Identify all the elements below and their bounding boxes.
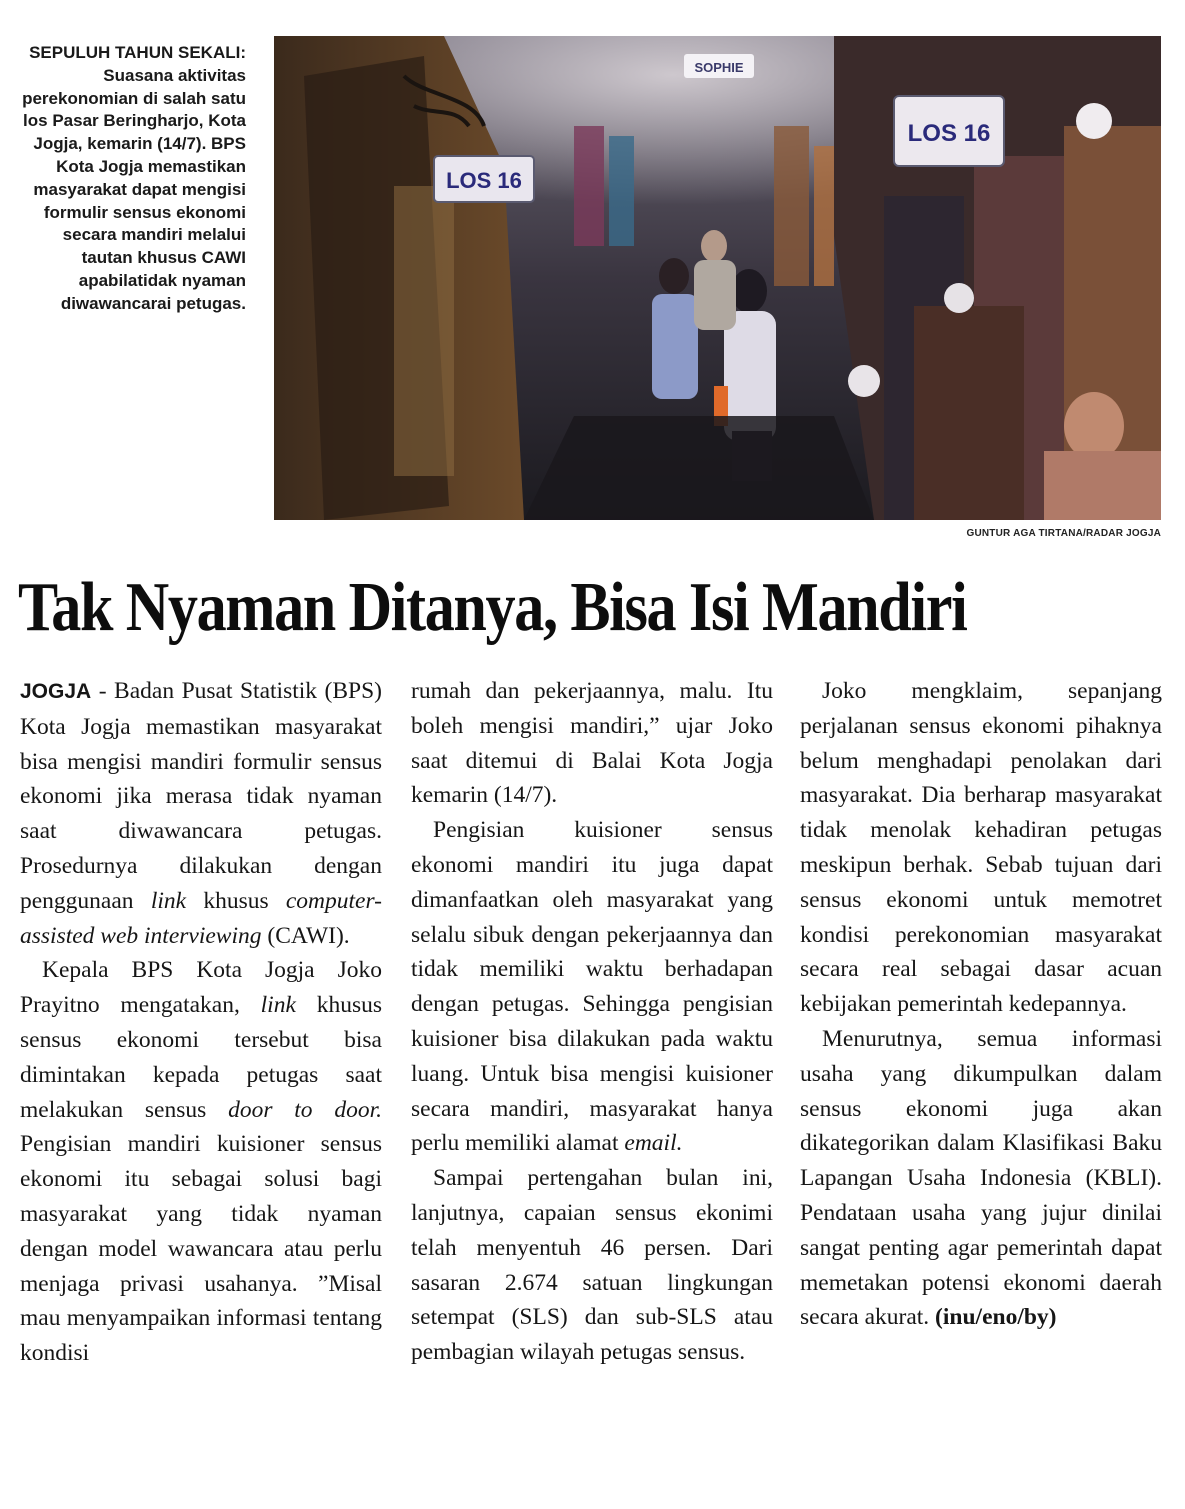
article-column-3 xyxy=(800,674,1162,1335)
paragraph-2 xyxy=(20,953,382,1371)
caption-text: Suasana aktivitas perekonomian di salah satu los Pasar Beringharjo, Kota Jogja, kemarin (14/7). BPS Kota Jogja memastikan masyarakat dapat mengisi formulir sensus ekonomi secara mandiri melalui tautan khusus CAWI apabilatidak nyaman diwawancarai petugas. xyxy=(22,65,246,313)
sign-los16-left: LOS 16 xyxy=(446,168,522,193)
p1-text-b: khusus xyxy=(186,887,286,914)
p1-cawi: computer-assisted web interviewing xyxy=(20,887,382,949)
photo-caption xyxy=(14,42,246,316)
p2-text-a: Kepala BPS Kota Jogja Joko Prayitno mengatakan, xyxy=(20,957,382,1019)
p6-text: Menurutnya, semua informasi usaha yang dikumpulkan dalam sensus ekonomi juga akan dikategorikan dalam Klasifikasi Baku Lapangan Usaha Indonesia (KBLI). Pendataan usaha yang jujur dinilai sangat penting agar pemerintah dapat memetakan potensi ekonomi daerah secara akurat. xyxy=(800,1025,1162,1331)
paragraph-5: Joko mengklaim, sepanjang perjalanan sensus ekonomi pihaknya belum menghadapi penolakan dari masyarakat. Dia berharap masyarakat tidak menolak kehadiran petugas meskipun berhak. Sebab tujuan dari sensus ekonomi untuk memotret kondisi perekonomian masyarakat secara real sebagai dasar acuan kebijakan pemerintah kedepannya. xyxy=(800,678,1162,1018)
p2-link: link xyxy=(260,992,296,1019)
market-photo xyxy=(274,36,1161,520)
p1-text-a: - Badan Pusat Statistik (BPS) Kota Jogja memastikan masyarakat bisa mengisi mandiri formulir sensus ekonomi jika merasa tidak nyaman saat diwawancara petugas. Prosedurnya dilakukan dengan penggunaan xyxy=(20,678,382,914)
p1-text-c: (CAWI). xyxy=(261,922,350,949)
headline: Tak Nyaman Ditanya, Bisa Isi Mandiri xyxy=(18,569,967,646)
paragraph-4: Sampai pertengahan bulan ini, lanjutnya, capaian sensus ekonimi telah menyentuh 46 persen. Dari sasaran 2.674 satuan lingkungan setempat (SLS) dan sub-SLS atau pembagian wilayah petugas sensus. xyxy=(411,1165,773,1366)
p3-text: Pengisian kuisioner sensus ekonomi mandiri itu juga dapat dimanfaatkan oleh masyarakat yang selalu sibuk dengan pekerjaannya dan tidak memiliki waktu berhadapan dengan petugas. Sehingga pengisian kuisioner bisa dilakukan pada waktu luang. Untuk bisa mengisi kuisioner secara mandiri, masyarakat hanya perlu memiliki alamat xyxy=(411,817,773,1157)
paragraph-3 xyxy=(411,813,773,1161)
article-column-1 xyxy=(20,674,382,1371)
dateline: JOGJA xyxy=(20,680,92,703)
p3-email: email. xyxy=(624,1130,683,1157)
caption-kicker: SEPULUH TAHUN SEKALI: xyxy=(29,43,246,62)
paragraph-6 xyxy=(800,1022,1162,1335)
p1-link: link xyxy=(150,887,187,914)
photo-credit: GUNTUR AGA TIRTANA/RADAR JOGJA xyxy=(966,528,1161,539)
article-column-2 xyxy=(411,674,773,1370)
author-signature: (inu/eno/by) xyxy=(935,1304,1057,1331)
p2-door: door to door. xyxy=(228,1096,382,1123)
paragraph-2-continued: rumah dan pekerjaannya, malu. Itu boleh mengisi mandiri,” ujar Joko saat ditemui di Balai Kota Jogja kemarin (14/7). xyxy=(411,678,773,809)
sign-sophie: SOPHIE xyxy=(694,60,744,75)
p2-text-c: Pengisian mandiri kuisioner sensus ekonomi itu sebagai solusi bagi masyarakat yang tidak nyaman dengan model wawancara atau perlu menjaga privasi usahanya. ”Misal mau menyampaikan informasi tentang kondisi xyxy=(20,1131,382,1367)
p2-text-b: khusus sensus ekonomi tersebut bisa dimintakan kepada petugas saat melakukan sensus xyxy=(20,992,382,1123)
sign-los16-right: LOS 16 xyxy=(907,120,991,147)
paragraph-1 xyxy=(20,674,382,953)
